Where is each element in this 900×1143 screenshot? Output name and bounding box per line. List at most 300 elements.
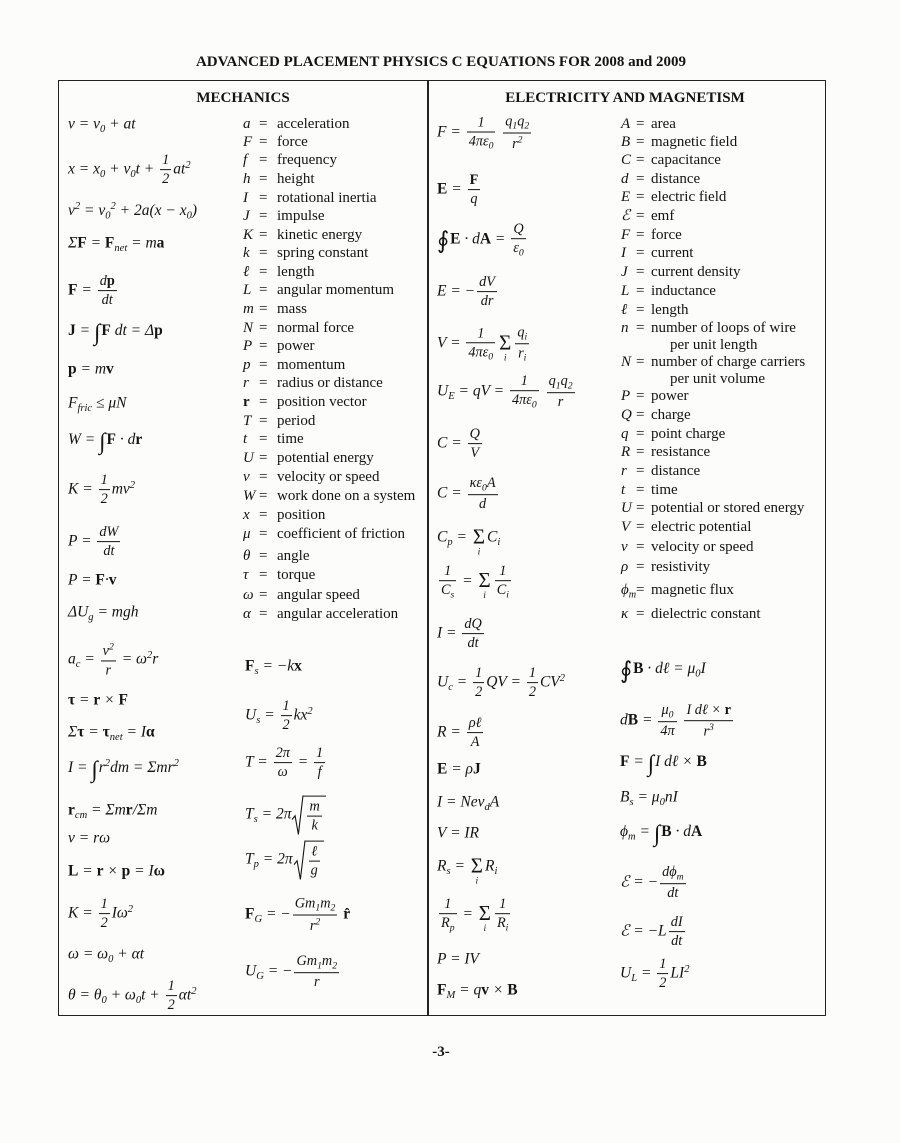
math-text: ℓ	[621, 302, 628, 318]
variable-description: charge	[651, 407, 691, 423]
math-text: I =	[437, 624, 461, 642]
variable-symbol	[243, 151, 247, 169]
fraction	[477, 274, 497, 310]
math-text: N	[621, 354, 632, 370]
fraction	[307, 799, 321, 835]
definition-equals: =	[636, 302, 645, 318]
fraction	[467, 715, 484, 751]
subscript: s	[256, 714, 261, 726]
numerator	[314, 745, 325, 763]
math-text: = −	[262, 905, 291, 923]
math-text: · d	[115, 430, 136, 448]
math-text: Q	[469, 426, 480, 443]
denominator	[281, 717, 292, 734]
definition-equals: =	[259, 152, 268, 168]
subscript: m	[628, 831, 636, 843]
subscript: M	[446, 989, 456, 1001]
variable-description: emf	[651, 208, 675, 224]
math-text: 1	[520, 373, 528, 390]
radicand	[303, 796, 325, 835]
variable-description: coefficient of friction	[277, 526, 405, 542]
vector-symbol: E	[450, 230, 461, 248]
fraction	[160, 152, 171, 188]
math-text: J	[243, 208, 250, 224]
definition-equals: =	[636, 582, 645, 598]
math-text: k	[311, 818, 318, 834]
fraction	[495, 896, 510, 934]
vector-symbol: r	[243, 394, 250, 410]
equation	[68, 472, 135, 508]
summation-index: i	[503, 352, 507, 364]
vector-symbol: τ	[68, 691, 76, 709]
definition-equals: =	[636, 388, 645, 404]
fraction	[495, 563, 511, 601]
math-text: = μ	[633, 788, 660, 806]
denominator	[503, 134, 531, 153]
variable-symbol	[243, 506, 250, 524]
definition-equals: =	[259, 264, 268, 280]
superscript: 2	[146, 649, 153, 661]
equation	[245, 796, 326, 835]
equation	[68, 978, 197, 1014]
math-text: 1	[659, 956, 667, 973]
variable-description: velocity or speed	[277, 469, 380, 485]
math-text: C	[441, 582, 451, 599]
denominator	[274, 764, 292, 781]
math-text: =	[629, 752, 648, 770]
numerator	[101, 641, 116, 661]
subscript: fric	[77, 402, 93, 414]
math-text	[679, 712, 683, 729]
vector-symbol: p	[121, 862, 131, 880]
math-text: t	[621, 482, 626, 498]
vector-symbol: B	[507, 981, 518, 999]
equation	[245, 841, 324, 880]
denominator	[657, 975, 668, 992]
math-text: B	[621, 134, 631, 150]
summation-sign: Σ	[470, 853, 483, 878]
square-root	[292, 796, 325, 835]
variable-description: rotational inertia	[277, 190, 377, 206]
variable-description: point charge	[651, 426, 726, 442]
column-divider	[427, 80, 429, 1016]
vector-symbol: F	[106, 430, 116, 448]
fraction	[99, 472, 110, 508]
integral-sign: ∫	[93, 320, 101, 347]
variable-description: potential or stored energy	[651, 500, 805, 516]
numerator	[495, 563, 511, 581]
math-text: R	[484, 857, 495, 875]
equation	[437, 114, 533, 153]
variable-symbol	[243, 244, 250, 262]
denominator	[467, 734, 484, 751]
math-text: ≤ μN	[92, 394, 127, 412]
numerator	[468, 172, 481, 190]
math-text: 2	[167, 997, 175, 1014]
subscript: m	[628, 589, 637, 601]
math-text: ℓ	[243, 264, 250, 280]
definition-equals: =	[259, 394, 268, 410]
numerator	[657, 956, 668, 974]
equation	[437, 519, 500, 557]
denominator	[467, 133, 496, 152]
definition-equals: =	[636, 539, 645, 555]
math-text: m	[243, 301, 254, 317]
math-text: 2	[282, 717, 290, 734]
variable-symbol	[621, 301, 627, 319]
math-text: Q	[621, 407, 632, 423]
variable-description: resistivity	[651, 559, 711, 575]
subscript: 0	[99, 168, 106, 180]
math-text: ·	[104, 571, 109, 589]
variable-description-continued: per unit length	[670, 337, 758, 353]
equation	[437, 475, 500, 513]
math-text: q	[517, 324, 525, 341]
vector-symbol: J	[473, 760, 481, 778]
definition-equals: =	[259, 526, 268, 542]
math-text: W	[243, 488, 256, 504]
definition-equals: =	[259, 320, 268, 336]
math-text: d	[620, 711, 628, 729]
numerator	[294, 953, 339, 973]
vector-symbol: F	[77, 234, 87, 252]
equation	[437, 951, 479, 970]
denominator	[468, 191, 481, 208]
equation	[68, 757, 179, 785]
math-text: dW	[99, 524, 119, 541]
definition-equals: =	[259, 282, 268, 298]
definition-equals: =	[636, 152, 645, 168]
math-text: dV	[479, 274, 495, 291]
math-text: P = IV	[437, 950, 480, 968]
math-text: dϕ	[662, 864, 677, 881]
definition-equals: =	[259, 606, 268, 622]
equation	[68, 723, 155, 744]
math-text: 1	[100, 896, 108, 913]
superscript: 3	[709, 721, 714, 733]
math-text: h	[243, 171, 251, 187]
math-text: Q	[513, 221, 524, 238]
math-text: ℓ	[311, 843, 318, 860]
fraction	[98, 273, 117, 309]
fraction	[468, 475, 498, 513]
section-heading-electricity-magnetism: ELECTRICITY AND MAGNETISM	[505, 90, 745, 106]
denominator	[495, 582, 511, 601]
math-text: + at	[105, 115, 136, 133]
fraction	[281, 698, 292, 734]
math-text: T =	[245, 753, 272, 771]
variable-description: area	[651, 116, 676, 132]
math-text: P =	[68, 571, 96, 589]
math-text: t +	[141, 986, 164, 1004]
equation	[68, 524, 122, 560]
denominator	[97, 543, 120, 560]
math-text: ρ	[621, 559, 629, 575]
definition-equals: =	[259, 469, 268, 485]
denominator	[658, 722, 676, 739]
fraction	[468, 172, 481, 208]
numerator	[467, 715, 484, 733]
variable-description: work done on a system	[277, 488, 416, 504]
definition-equals: =	[636, 134, 645, 150]
denominator	[293, 916, 338, 935]
math-text: =	[293, 753, 313, 771]
equation	[68, 863, 165, 882]
summation-sign: Σ	[472, 524, 485, 549]
math-text: q	[517, 113, 525, 130]
fraction	[503, 114, 531, 153]
math-text: V	[470, 445, 480, 462]
variable-symbol	[621, 282, 629, 300]
definition-equals: =	[636, 606, 645, 622]
math-text: mv	[111, 480, 130, 498]
definition-equals: =	[636, 519, 645, 535]
superscript: 2	[185, 159, 191, 171]
math-text: p	[243, 357, 251, 373]
denominator	[166, 997, 177, 1014]
equation	[437, 373, 577, 411]
variable-symbol	[243, 566, 248, 584]
equation	[68, 394, 126, 415]
fraction	[657, 956, 668, 992]
variable-symbol	[621, 558, 628, 576]
denominator	[660, 884, 686, 901]
subscript: L	[631, 972, 638, 984]
math-text: dm = Σmr	[110, 758, 174, 776]
numerator	[97, 524, 120, 542]
math-text: = 2π	[257, 805, 292, 823]
variable-description: normal force	[277, 320, 355, 336]
equation	[437, 563, 513, 601]
subscript: 0	[659, 796, 665, 808]
subscript: s	[446, 865, 451, 877]
math-text: + ω	[106, 986, 136, 1004]
subscript: g	[88, 611, 94, 623]
summation-sign: Σ	[478, 901, 491, 926]
math-text: 4πε	[468, 133, 489, 150]
numerator	[660, 864, 686, 884]
math-text: = ω	[117, 650, 147, 668]
math-text: = 2π	[258, 850, 293, 868]
fraction	[669, 914, 685, 950]
subscript: i	[494, 865, 498, 877]
math-text: T	[245, 805, 254, 823]
definition-equals: =	[636, 559, 645, 575]
math-text: t +	[135, 160, 159, 178]
fraction	[293, 896, 338, 935]
subscript: E	[448, 390, 455, 402]
equation	[437, 324, 531, 364]
denominator	[684, 721, 732, 740]
math-text: V = IR	[437, 824, 480, 842]
math-text: C	[621, 152, 632, 168]
variable-symbol	[621, 538, 628, 556]
math-text: CV	[539, 673, 560, 691]
denominator	[314, 764, 325, 781]
subscript: 1	[512, 120, 518, 132]
vector-symbol: F	[437, 981, 447, 999]
math-text: α	[243, 606, 251, 622]
denominator	[468, 495, 498, 512]
superscript: 2	[559, 672, 566, 684]
variable-symbol	[621, 387, 630, 405]
subscript: 0	[130, 168, 136, 180]
numerator	[547, 373, 575, 393]
equation	[68, 152, 191, 188]
vector-symbol: F	[68, 281, 78, 299]
math-text: F	[68, 394, 78, 412]
subscript: 1	[317, 960, 322, 972]
equation	[437, 665, 565, 701]
math-text: = −	[263, 962, 293, 980]
fraction	[660, 864, 686, 902]
math-text: + 2a(x − x	[115, 201, 187, 219]
subscript: 2	[330, 902, 336, 914]
vector-symbol: α	[146, 723, 155, 741]
equation	[68, 830, 110, 849]
fraction	[466, 325, 495, 363]
math-text: 4πε	[468, 344, 489, 361]
math-text: ω = ω	[68, 945, 109, 963]
subscript: 2	[524, 120, 530, 132]
denominator	[101, 661, 116, 678]
math-text: K =	[68, 904, 97, 922]
variable-description: electric field	[651, 189, 727, 205]
math-text: A	[470, 734, 480, 751]
math-text: g	[310, 863, 318, 879]
equation	[245, 698, 313, 734]
math-text: at	[173, 160, 186, 178]
equation	[68, 273, 119, 309]
equation	[68, 641, 158, 678]
variable-description: magnetic flux	[651, 582, 734, 598]
variable-symbol	[243, 547, 250, 565]
math-text: dr	[480, 293, 494, 310]
integral-sign: ∫	[653, 821, 661, 848]
math-text: =	[80, 650, 99, 668]
summation-index: i	[483, 923, 487, 935]
equation	[620, 658, 706, 686]
variable-symbol	[243, 207, 250, 225]
variable-description: distance	[651, 171, 701, 187]
subscript: 1	[315, 902, 321, 914]
variable-description: mass	[277, 301, 307, 317]
variable-description: force	[277, 134, 308, 150]
radicand	[305, 841, 324, 880]
vector-symbol: r	[125, 801, 133, 819]
math-text: 2	[659, 975, 667, 992]
math-text: F	[621, 227, 631, 243]
equation	[68, 692, 128, 711]
math-text: x = x	[68, 160, 100, 178]
subscript: d	[484, 801, 490, 813]
math-text: m	[320, 895, 331, 912]
superscript: 2	[108, 641, 114, 653]
denominator	[294, 973, 339, 990]
math-text: = I	[130, 862, 154, 880]
variable-description: height	[277, 171, 315, 187]
variable-description: number of loops of wire	[651, 320, 796, 336]
math-text: 4πε	[512, 392, 532, 409]
numerator	[515, 324, 529, 344]
superscript: 2	[307, 705, 313, 717]
subscript: 0	[482, 482, 487, 494]
math-text: U	[243, 450, 254, 466]
variable-description: current	[651, 245, 694, 261]
page-title: ADVANCED PLACEMENT PHYSICS C EQUATIONS FOR 2008 and 2009	[195, 54, 687, 70]
math-text: /Σm	[132, 801, 158, 819]
math-text: T	[245, 850, 254, 868]
fraction	[274, 745, 292, 781]
equation	[437, 172, 482, 208]
variable-symbol	[621, 353, 631, 371]
equation	[437, 896, 512, 934]
variable-symbol	[243, 487, 256, 505]
math-text	[541, 383, 545, 400]
math-text: v = rω	[68, 829, 111, 847]
subscript: 0	[695, 668, 701, 680]
summation-index: i	[483, 590, 486, 602]
subscript: 0	[488, 351, 494, 363]
vector-symbol: E	[437, 760, 448, 778]
variable-symbol	[243, 430, 247, 448]
vector-symbol: r	[68, 801, 75, 819]
variable-description: length	[277, 264, 315, 280]
variable-symbol	[243, 189, 248, 207]
subscript: 1	[555, 380, 561, 392]
vector-symbol: r̂	[343, 905, 351, 923]
square-root	[294, 841, 324, 880]
math-text: =	[452, 673, 472, 691]
math-text: U	[621, 500, 632, 516]
equation	[620, 702, 735, 740]
numerator	[477, 274, 497, 292]
equation	[68, 896, 133, 932]
vector-symbol: v	[106, 360, 114, 378]
subscript: 0	[668, 709, 674, 721]
variable-description: momentum	[277, 357, 346, 373]
subscript: p	[447, 536, 453, 548]
math-text: C	[487, 528, 498, 546]
fraction	[294, 953, 339, 991]
summation-index: i	[477, 546, 481, 558]
math-text: r	[309, 918, 316, 935]
equation	[437, 848, 497, 886]
numerator	[511, 221, 525, 239]
math-text: I dℓ ×	[686, 702, 725, 719]
variable-description: dielectric constant	[651, 606, 761, 622]
math-text: A	[621, 116, 631, 132]
variable-symbol	[243, 170, 251, 188]
variable-description: impulse	[277, 208, 325, 224]
math-text: d	[621, 171, 629, 187]
definition-equals: =	[636, 426, 645, 442]
math-text: 1	[162, 152, 170, 169]
equation	[437, 825, 479, 844]
fraction	[439, 563, 456, 601]
math-text: · dℓ = μ	[643, 659, 696, 677]
math-text: P =	[68, 532, 96, 550]
denominator	[99, 915, 110, 932]
definition-equals: =	[636, 482, 645, 498]
variable-description: distance	[651, 463, 701, 479]
definition-equals: =	[259, 208, 268, 224]
vector-symbol: J	[68, 321, 76, 339]
fraction	[462, 616, 483, 652]
equation	[68, 320, 163, 348]
subscript: i	[506, 589, 509, 601]
math-text: n	[621, 320, 629, 336]
